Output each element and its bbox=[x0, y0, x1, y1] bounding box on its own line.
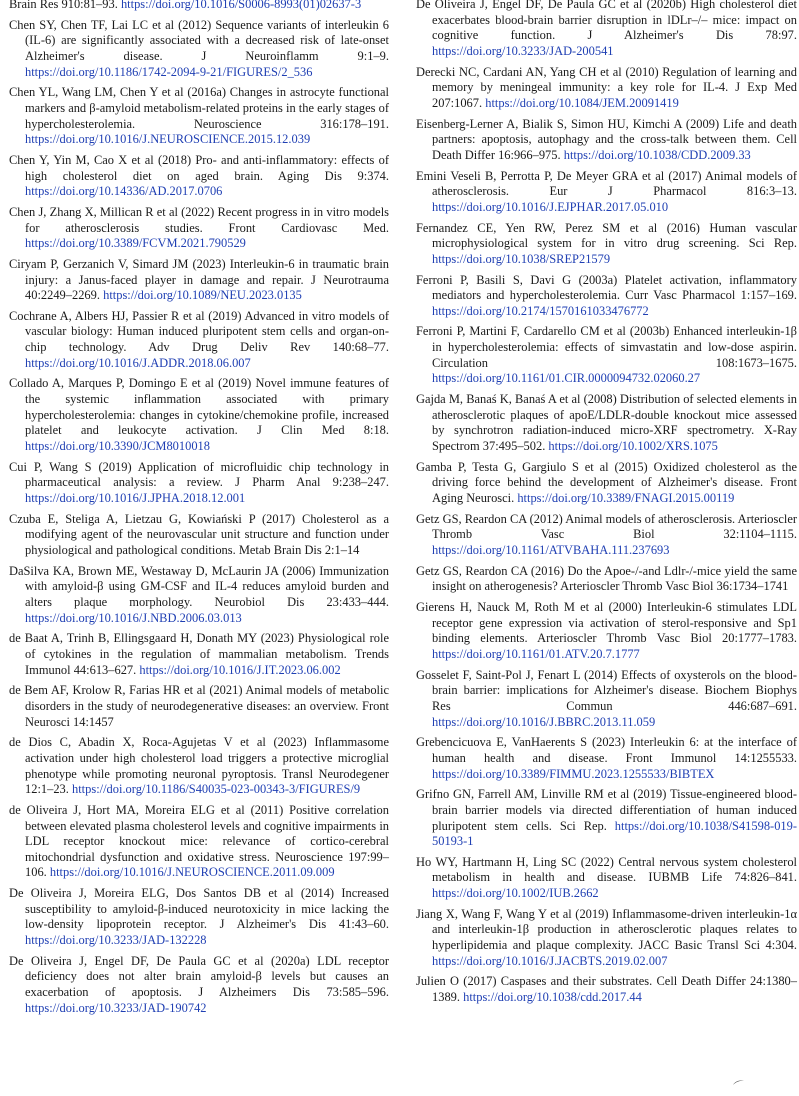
reference-text: Cochrane A, Albers HJ, Passier R et al (2019) Advanced in vitro models of vascular biology: Human induced pluripotent stem cells and organ-on-chip technology. Adv Drug Deliv Rev 140:68–77. bbox=[9, 308, 389, 355]
reference-text: Gajda M, Banaś K, Banaś A et al (2008) Distribution of selected elements in atherosclerotic plaques of apoE/LDLR-double knockout mice assessed by synchrotron radiation-induced micro-XRF spectrometry. X-Ray Spectrom 37:495–502. bbox=[416, 392, 797, 454]
reference-text: Czuba E, Steliga A, Lietzau G, Kowiański P (2017) Cholesterol as a modifying agent of the neurovascular unit structure and function under physiological and pathological conditions. Metab Brain Dis 2:1–14 bbox=[9, 511, 389, 557]
doi-link[interactable]: https://doi.org/10.1016/J.IT.2023.06.002 bbox=[139, 662, 341, 677]
doi-link[interactable]: https://doi.org/10.1002/XRS.1075 bbox=[548, 439, 718, 454]
reference-text: Julien O (2017) Caspases and their substrates. Cell Death Differ 24:1380–1389. bbox=[416, 974, 797, 1005]
doi-link[interactable]: https://doi.org/10.1016/S0006-8993(01)02637-3 bbox=[120, 0, 362, 11]
doi-link[interactable]: https://doi.org/10.1089/NEU.2023.0135 bbox=[103, 288, 302, 303]
reference-entry bbox=[416, 787, 797, 850]
doi-link[interactable]: https://doi.org/10.1016/J.NBD.2006.03.013 bbox=[25, 610, 242, 625]
reference-entry bbox=[416, 974, 797, 1005]
reference-entry bbox=[9, 153, 389, 200]
reference-text: de Dios C, Abadin X, Roca-Agujetas V et al (2023) Inflammasome activation under high cholesterol load triggers a protective microglial phenotype while promoting neuronal pyroptosis. Transl Neurodegener 12:1–23. bbox=[9, 735, 389, 797]
reference-entry bbox=[9, 205, 389, 252]
reference-entry bbox=[9, 735, 389, 798]
reference-text: Collado A, Marques P, Domingo E et al (2019) Novel immune features of the systemic inflammation associated with primary hypercholesterolemia: changes in cytokine/chemokine profile, increased platelet and leukocyte activation. J Clin Med 8:18. bbox=[9, 376, 389, 438]
reference-text: Gamba P, Testa G, Gargiulo S et al (2015) Oxidized cholesterol as the driving force behind the development of Alzheimer's disease. Front Aging Neurosci. bbox=[416, 459, 797, 506]
reference-text: Derecki NC, Cardani AN, Yang CH et al (2010) Regulation of learning and memory by meningeal immunity: a key role for IL-4. J Exp Med 207:1067. bbox=[416, 64, 797, 110]
reference-entry bbox=[416, 855, 797, 902]
reference-text: Ciryam P, Gerzanich V, Simard JM (2023) Interleukin-6 in traumatic brain injury: a Janus-faced player in damage and repair. J Neurotrauma 40:2249–2269. bbox=[9, 256, 389, 303]
reference-text: Jiang X, Wang F, Wang Y et al (2019) Inflammasome-driven interleukin-1α and interleukin-1β production in atherosclerotic plaques relates to hyperlipidemia and plaque complexity. JACC Basic Transl Sci 4:304. bbox=[416, 906, 797, 953]
doi-link[interactable]: https://doi.org/10.1016/J.EJPHAR.2017.05.010 bbox=[432, 199, 669, 214]
reference-text: Getz GS, Reardon CA (2012) Animal models of atherosclerosis. Arterioscler Thromb Vasc Biol 32:1104–1115. bbox=[416, 511, 797, 542]
reference-entry bbox=[9, 954, 389, 1017]
reference-entry bbox=[9, 376, 389, 454]
doi-link[interactable]: https://doi.org/10.3389/FIMMU.2023.1255533/BIBTEX bbox=[432, 766, 715, 781]
doi-link[interactable]: https://doi.org/10.1016/J.NEUROSCIENCE.2015.12.039 bbox=[25, 132, 311, 147]
doi-link[interactable]: https://doi.org/10.3390/JCM8010018 bbox=[25, 439, 210, 454]
reference-entry bbox=[9, 886, 389, 949]
doi-link[interactable]: https://doi.org/10.3233/JAD-190742 bbox=[25, 1000, 207, 1015]
reference-entry bbox=[416, 65, 797, 112]
reference-text: Chen SY, Chen TF, Lai LC et al (2012) Sequence variants of interleukin 6 (IL-6) are significantly associated with a decreased risk of late-onset Alzheimer's disease. J Neuroinflamm 9:1–9. bbox=[9, 17, 389, 63]
doi-link[interactable]: https://doi.org/10.1002/IUB.2662 bbox=[432, 886, 599, 901]
doi-link[interactable]: https://doi.org/10.1186/S40035-023-00343-3/FIGURES/9 bbox=[72, 782, 361, 797]
doi-link[interactable]: https://doi.org/10.3389/FNAGI.2015.00119 bbox=[517, 491, 735, 506]
reference-text: Chen J, Zhang X, Millican R et al (2022) Recent progress in in vitro models for atherosclerosis studies. Front Cardiovasc Med. bbox=[9, 204, 389, 235]
doi-link[interactable]: https://doi.org/10.3389/FCVM.2021.790529 bbox=[25, 236, 246, 251]
reference-entry bbox=[416, 324, 797, 387]
reference-entry bbox=[9, 460, 389, 507]
reference-entry bbox=[416, 512, 797, 559]
doi-link[interactable]: https://doi.org/10.1038/cdd.2017.44 bbox=[463, 990, 642, 1005]
reference-text: Fernandez CE, Yen RW, Perez SM et al (2016) Human vascular microphysiological system for in vitro drug screening. Sci Rep. bbox=[416, 220, 797, 251]
reference-entry bbox=[9, 309, 389, 372]
reference-entry bbox=[9, 803, 389, 881]
reference-entry bbox=[416, 392, 797, 455]
reference-entry bbox=[416, 735, 797, 782]
doi-link[interactable]: https://doi.org/10.1161/01.ATV.20.7.1777 bbox=[432, 646, 640, 661]
doi-link[interactable]: https://doi.org/10.2174/1570161033476772 bbox=[432, 303, 649, 318]
reference-text: Gosselet F, Saint-Pol J, Fenart L (2014) Effects of oxysterols on the blood-brain barrier: implications for Alzheimer's disease. Biochem Biophys Res Commun 446:687–691. bbox=[416, 667, 797, 713]
reference-text: Eisenberg-Lerner A, Bialik S, Simon HU, Kimchi A (2009) Life and death partners: apoptosis, autophagy and the cross-talk between them. Cell Death Differ 16:966–975. bbox=[416, 116, 797, 162]
reference-entry bbox=[416, 907, 797, 970]
page-corner-mark: ⌒ bbox=[732, 1079, 748, 1095]
doi-link[interactable]: https://doi.org/10.1016/J.JACBTS.2019.02.007 bbox=[432, 953, 668, 968]
doi-link[interactable]: https://doi.org/10.3233/JAD-200541 bbox=[432, 43, 614, 58]
reference-entry bbox=[9, 512, 389, 559]
reference-entry bbox=[9, 85, 389, 148]
reference-entry bbox=[416, 0, 797, 60]
doi-link[interactable]: https://doi.org/10.3233/JAD-132228 bbox=[25, 933, 207, 948]
reference-list-left bbox=[9, 0, 389, 1021]
doi-link[interactable]: https://doi.org/10.1084/JEM.20091419 bbox=[485, 95, 679, 110]
reference-entry bbox=[9, 18, 389, 81]
doi-link[interactable]: https://doi.org/10.1038/S41598-019-50193-1 bbox=[432, 818, 797, 849]
doi-link[interactable]: https://doi.org/10.1186/1742-2094-9-21/FIGURES/2_536 bbox=[25, 64, 313, 79]
doi-link[interactable]: https://doi.org/10.1161/ATVBAHA.111.237693 bbox=[432, 543, 670, 557]
reference-entry bbox=[416, 273, 797, 320]
reference-text: De Oliveira J, Engel DF, De Paula GC et al (2020b) High cholesterol diet exacerbates blood-brain barrier disruption in lDLr–/– mice: impact on cognitive function. J Alzheimer's Dis 78:97. bbox=[416, 0, 797, 43]
reference-text: Emini Veseli B, Perrotta P, De Meyer GRA et al (2017) Animal models of atherosclerosis. Eur J Pharmacol 816:3–13. bbox=[416, 168, 797, 199]
reference-entry bbox=[416, 668, 797, 731]
reference-text: Ferroni P, Martini F, Cardarello CM et al (2003b) Enhanced interleukin-1β in hypercholesterolemia: effects of simvastatin and low-dose aspirin. Circulation 108:1673–1675. bbox=[416, 324, 797, 370]
reference-text: Cui P, Wang S (2019) Application of microfluidic chip technology in pharmaceutical analysis: a review. J Pharm Anal 9:238–247. bbox=[9, 459, 389, 490]
reference-text: Ho WY, Hartmann H, Ling SC (2022) Central nervous system cholesterol metabolism in health and disease. IUBMB Life 74:826–841. bbox=[416, 854, 797, 885]
reference-entry bbox=[416, 460, 797, 507]
doi-link[interactable]: https://doi.org/10.1038/CDD.2009.33 bbox=[563, 147, 751, 162]
reference-entry bbox=[9, 631, 389, 678]
reference-text: De Oliveira J, Moreira ELG, Dos Santos DB et al (2014) Increased susceptibility to amyloid-β-induced neurotoxicity in mice lacking the low-density lipoprotein receptor. J Alzheimer's Dis 41:43–60. bbox=[9, 886, 389, 932]
reference-entry bbox=[416, 564, 797, 595]
reference-text: Gierens H, Nauck M, Roth M et al (2000) Interleukin-6 stimulates LDL receptor gene expression via activation of sterol-responsive and Sp1 binding elements. Arterioscler Thromb Vasc Biol 20:1777–1783. bbox=[416, 599, 797, 646]
reference-text: Chen YL, Wang LM, Chen Y et al (2016a) Changes in astrocyte functional markers and β-amyloid metabolism-related proteins in the early stages of hypercholesterolemia. Neuroscience 316:178–191. bbox=[9, 85, 389, 131]
reference-entry bbox=[9, 564, 389, 627]
doi-link[interactable]: https://doi.org/10.1016/J.NEUROSCIENCE.2011.09.009 bbox=[49, 865, 335, 880]
reference-text: Brain Res 910:81–93. bbox=[9, 0, 121, 11]
reference-text: DaSilva KA, Brown ME, Westaway D, McLaurin JA (2006) Immunization with amyloid-β using GM-CSF and IL-4 reduces amyloid burden and alters plaque morphology. Neurobiol Dis 23:433–444. bbox=[9, 563, 389, 609]
reference-text: de Bem AF, Krolow R, Farias HR et al (2021) Animal models of metabolic disorders in the study of neurodegenerative diseases: an overview. Front Neurosci 14:1457 bbox=[9, 683, 389, 729]
reference-text: Grebencicuova E, VanHaerents S (2023) Interleukin 6: at the interface of human health and disease. Front Immunol 14:1255533. bbox=[416, 735, 797, 765]
doi-link[interactable]: https://doi.org/10.1016/J.ADDR.2018.06.007 bbox=[25, 355, 251, 370]
doi-link[interactable]: https://doi.org/10.1016/J.BBRC.2013.11.059 bbox=[432, 714, 656, 729]
reference-list-right bbox=[416, 0, 797, 1011]
doi-link[interactable]: https://doi.org/10.1038/SREP21579 bbox=[432, 251, 611, 266]
reference-entry bbox=[416, 117, 797, 164]
reference-entry bbox=[9, 0, 389, 13]
reference-text: Grifno GN, Farrell AM, Linville RM et al (2019) Tissue-engineered blood-brain barrier models via directed differentiation of human induced pluripotent stem cells. Sci Rep. bbox=[416, 787, 797, 833]
doi-link[interactable]: https://doi.org/10.1016/J.JPHA.2018.12.001 bbox=[25, 491, 246, 506]
reference-text: Ferroni P, Basili S, Davi G (2003a) Platelet activation, inflammatory mediators and hypercholesterolemia. Curr Vasc Pharmacol 1:157–169. bbox=[416, 272, 797, 303]
reference-text: Chen Y, Yin M, Cao X et al (2018) Pro- and anti-inflammatory: effects of high cholesterol diet on aged brain. Aging Dis 9:374. bbox=[9, 152, 389, 183]
reference-text: de Oliveira J, Hort MA, Moreira ELG et al (2011) Positive correlation between elevated plasma cholesterol levels and cognitive impairments in LDL receptor knockout mice: relevance of cortico-cerebral mitochondrial dysfunction and oxidative stress. Neuroscience 197:99–106. bbox=[9, 802, 389, 880]
reference-entry bbox=[9, 257, 389, 304]
doi-link[interactable]: https://doi.org/10.1161/01.CIR.0000094732.02060.27 bbox=[432, 371, 701, 386]
reference-entry bbox=[416, 169, 797, 216]
reference-text: De Oliveira J, Engel DF, De Paula GC et al (2020a) LDL receptor deficiency does not alter brain amyloid-β levels but causes an exacerbation of apoptosis. J Alzheimers Dis 73:585–596. bbox=[9, 953, 389, 1000]
reference-text: de Baat A, Trinh B, Ellingsgaard H, Donath MY (2023) Physiological role of cytokines in the regulation of mammalian metabolism. Trends Immunol 44:613–627. bbox=[9, 631, 389, 677]
reference-entry bbox=[416, 600, 797, 663]
reference-text: Getz GS, Reardon CA (2016) Do the Apoe-/-and Ldlr-/-mice yield the same insight on atherogenesis? Arterioscler Thromb Vasc Biol 36:1734–1741 bbox=[416, 563, 797, 594]
doi-link[interactable]: https://doi.org/10.14336/AD.2017.0706 bbox=[25, 184, 223, 199]
reference-entry bbox=[416, 221, 797, 268]
reference-entry bbox=[9, 683, 389, 730]
